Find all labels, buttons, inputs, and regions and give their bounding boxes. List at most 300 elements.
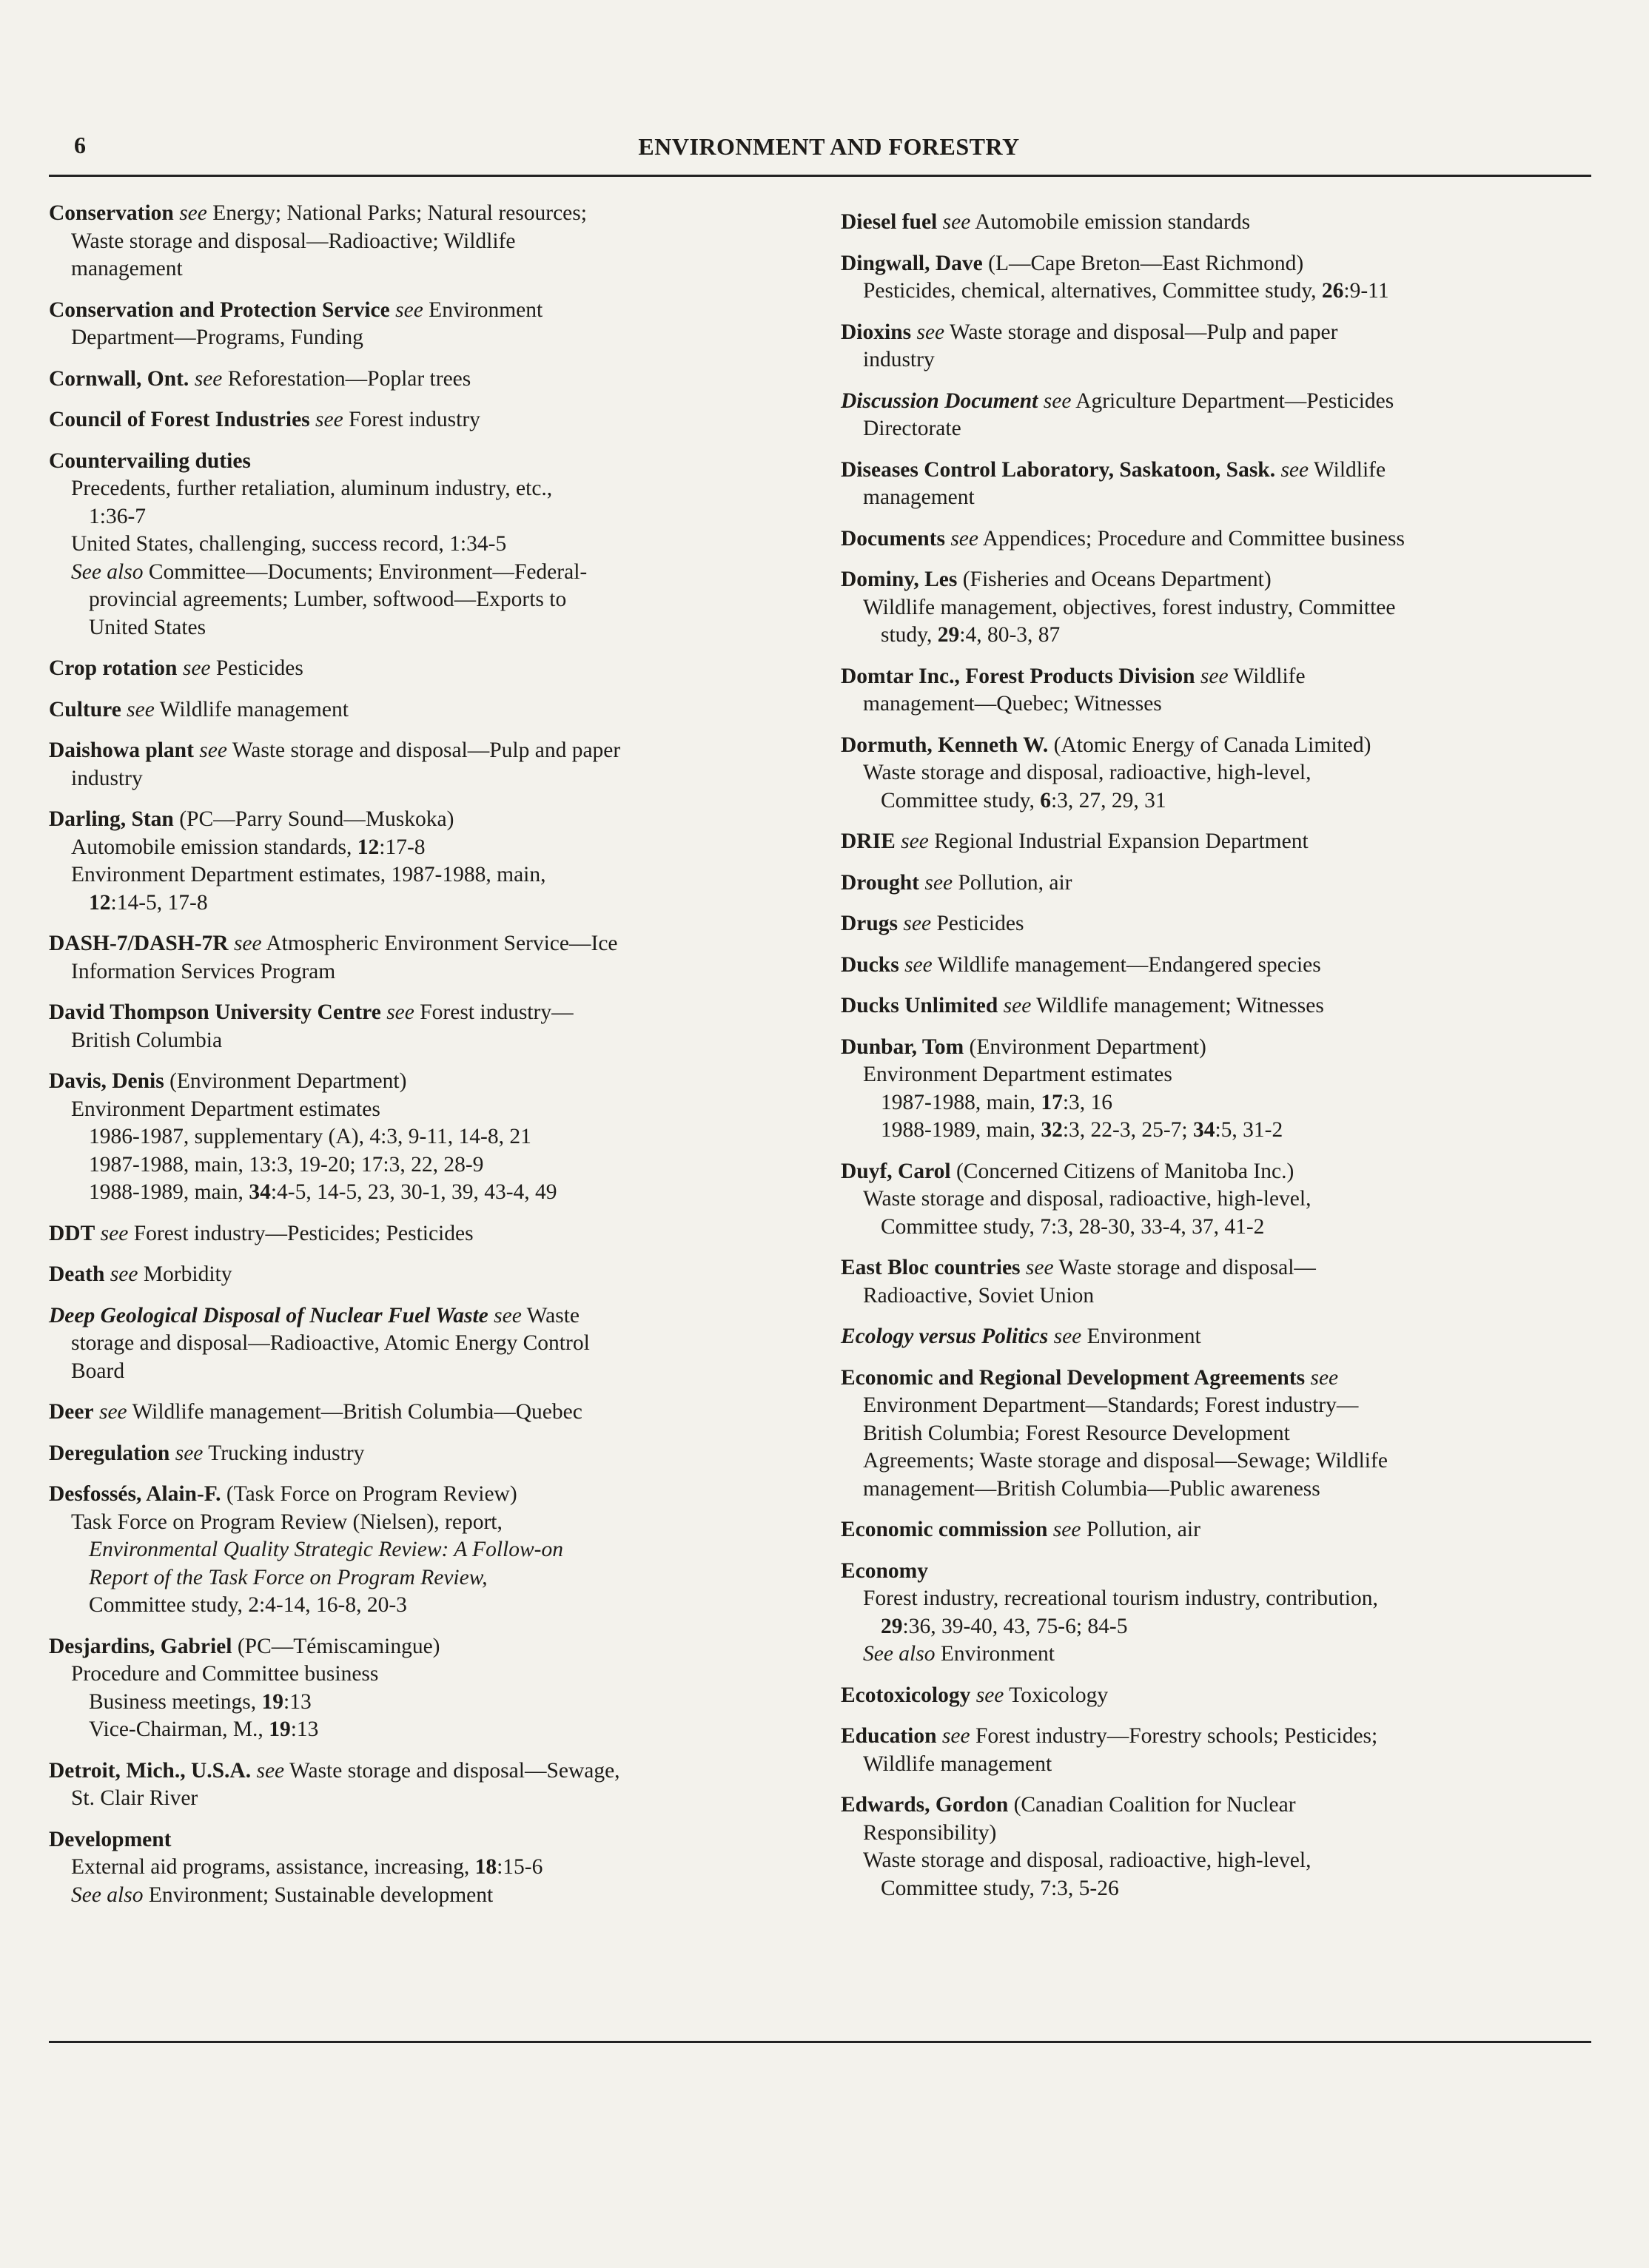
index-term: Dunbar, Tom [841,1034,964,1059]
index-entry [841,1323,1611,1351]
index-text: see [251,1758,285,1783]
index-text: Wildlife management [159,697,349,721]
index-heading-line [841,250,1611,278]
index-text: :14-5, 17-8 [110,890,208,915]
index-heading-line [49,1261,819,1289]
index-heading-line [841,566,1611,594]
index-term: Conservation and Protection Service [49,297,390,322]
index-heading-line [49,999,819,1027]
index-text: 34 [249,1180,271,1204]
index-text: 34 [1192,1118,1215,1142]
index-entry [841,1558,1611,1669]
index-text: Pesticides, chemical, alternatives, Committee study, [863,279,1322,303]
index-text: (Environment Department) [164,1069,407,1093]
index-subentry-line [841,1447,1611,1475]
index-entry [49,1068,819,1207]
index-text: 1987-1988, main, [881,1090,1041,1114]
index-term: Education [841,1724,937,1748]
index-subentry-line [49,255,819,283]
index-text: Report of the Task Force on Program Review, [89,1565,488,1589]
index-text: See also [71,1882,144,1907]
index-subentry-line [841,484,1611,512]
index-subentry-line [49,834,819,862]
index-subentry-line [49,1179,819,1207]
index-subentry-line [49,1785,819,1813]
index-text: Regional Industrial Expansion Department [934,830,1309,853]
index-subentry-line [49,1689,819,1717]
index-heading-line [841,457,1611,485]
index-subentry-line [841,1847,1611,1875]
index-text: see [193,738,227,762]
index-text: (Task Force on Program Review) [221,1482,517,1506]
index-entry [841,910,1611,938]
index-text: Forest industry, recreational tourism industry, contribution, [863,1586,1378,1610]
index-text: 32 [1041,1118,1063,1142]
index-text: Information Services Program [71,959,336,983]
index-text: Atmospheric Environment Service—Ice [266,932,618,955]
index-text: see [189,366,223,391]
index-term: Ducks [841,952,899,977]
index-text: Waste storage and disposal, radioactive, high-level, [863,761,1312,784]
index-text: 26 [1321,279,1344,303]
index-text: Environment [935,1642,1055,1666]
index-subentry-line [49,1882,819,1910]
index-term: David Thompson University Centre [49,1000,381,1024]
index-text: Environment Department estimates, 1987-1988, main, [71,863,546,886]
index-text: (Environment Department) [964,1034,1206,1059]
index-entry [49,737,819,793]
footer-rule [49,2041,1591,2043]
index-entry [841,566,1611,650]
index-text: See also [71,559,144,584]
index-heading-line [841,1364,1611,1393]
index-heading-line [841,1558,1611,1586]
index-text: see [389,297,423,322]
index-text: 1988-1989, main, [89,1180,249,1204]
index-text: Committee study, 7:3, 5-26 [881,1876,1119,1900]
index-term: Deregulation [49,1441,170,1465]
index-text: Pollution, air [1086,1518,1200,1541]
index-text: management—British Columbia—Public awareness [863,1476,1320,1501]
index-subentry-line [49,1151,819,1180]
index-text: 29 [881,1614,903,1638]
index-entry [841,1516,1611,1544]
index-subentry-line [49,1564,819,1592]
index-text: storage and disposal—Radioactive, Atomic Energy Control [71,1331,590,1355]
index-term: Darling, Stan [49,807,174,831]
index-subentry-line [841,1117,1611,1145]
index-heading-line [841,209,1611,237]
index-subentry-line [49,531,819,559]
index-text: 1987-1988, main, 13:3, 19-20; 17:3, 22, 28-9 [89,1152,484,1177]
index-subentry-line [841,690,1611,719]
index-heading-line [49,696,819,724]
index-term: DRIE [841,830,896,853]
index-text: see [309,408,343,431]
index-term: Development [49,1827,172,1851]
index-subentry-line [841,1751,1611,1779]
index-term: Edwards, Gordon [841,1793,1009,1817]
index-term: Economy [841,1558,928,1583]
index-text: 19 [269,1717,291,1741]
index-entry [49,1302,819,1386]
index-subentry-line [49,1358,819,1386]
index-heading-line [841,525,1611,553]
index-subentry-line [49,228,819,256]
index-text: Trucking industry [208,1441,365,1465]
index-entry [841,1034,1611,1145]
index-entry [49,655,819,683]
index-heading-line [49,448,819,476]
index-text: see [898,912,932,935]
index-subentry-line [49,1123,819,1151]
index-text: Wildlife management—Endangered species [937,952,1321,977]
index-entry [49,930,819,986]
index-term: Detroit, Mich., U.S.A. [49,1758,252,1783]
index-text: (Concerned Citizens of Manitoba Inc.) [950,1159,1294,1183]
index-text: 29 [937,623,960,647]
index-heading-line [49,1633,819,1661]
index-text: :9-11 [1343,279,1389,303]
index-subentry-line [49,324,819,352]
index-entry [841,209,1611,237]
index-text: industry [863,348,935,371]
index-subentry-line [841,594,1611,622]
index-entry [841,663,1611,719]
index-text: provincial agreements; Lumber, softwood—Exports to [89,588,567,611]
header-rule [49,175,1591,177]
index-subentry-line [841,1613,1611,1641]
index-text: :3, 16 [1062,1090,1113,1114]
index-entry [841,952,1611,980]
index-term: Diseases Control Laboratory, Saskatoon, Sask. [841,457,1276,482]
index-entry [841,1158,1611,1242]
index-text: Forest industry—Forestry schools; Pesticides; [975,1724,1378,1748]
index-heading-line [841,910,1611,938]
index-heading-line [841,992,1611,1020]
index-term: Domtar Inc., Forest Products Division [841,664,1195,688]
index-subentry-line [841,759,1611,787]
index-text: Waste storage and disposal—Radioactive; Wildlife [71,229,516,253]
index-subentry-line [49,861,819,889]
index-text: Wildlife management; Witnesses [1036,994,1324,1017]
index-text: Environment Department—Standards; Forest industry— [863,1393,1359,1417]
index-subentry-line [49,586,819,614]
index-text: (L—Cape Breton—East Richmond) [982,251,1304,275]
index-text: St. Clair River [71,1786,198,1810]
index-entry [841,319,1611,374]
index-subentry-line [49,614,819,642]
index-text: see [1038,388,1072,413]
index-text: :4-5, 14-5, 23, 30-1, 39, 43-4, 49 [270,1180,557,1204]
index-heading-line [841,1254,1611,1282]
index-entry [841,457,1611,512]
index-subentry-line [841,622,1611,650]
index-text: 1986-1987, supplementary (A), 4:3, 9-11, 14-8, 21 [89,1125,531,1148]
index-text: Automobile emission standards [975,210,1251,234]
index-text: 12 [89,890,111,915]
index-term: Drought [841,870,920,895]
index-subentry-line [49,503,819,531]
index-text: Environment [1087,1325,1201,1348]
index-text: :3, 27, 29, 31 [1050,788,1166,812]
index-text: see [998,994,1032,1017]
index-text: Wildlife [1233,664,1306,688]
index-term: Diesel fuel [841,210,938,234]
index-text: Environment; Sustainable development [143,1882,494,1907]
index-term: Death [49,1262,105,1286]
index-term: Conservation [49,201,174,225]
index-subentry-line [841,1185,1611,1214]
index-text: see [228,932,262,955]
index-text: 1988-1989, main, [881,1118,1041,1142]
index-entry [49,1261,819,1289]
index-heading-line [49,366,819,394]
index-subentry-line [841,1089,1611,1117]
index-text: see [895,830,929,853]
index-term: Culture [49,697,121,721]
index-text: Waste storage and disposal—Pulp and paper [949,320,1338,344]
index-text: Environment Department estimates [71,1097,380,1121]
index-heading-line [49,655,819,683]
index-text: Waste storage and disposal, radioactive, high-level, [863,1848,1312,1872]
index-entry [841,992,1611,1020]
index-heading-line [841,663,1611,691]
index-heading-line [49,806,819,834]
index-text: Wildlife management—British Columbia—Quebec [132,1400,582,1424]
index-term: Economic and Regional Development Agreements [841,1365,1306,1390]
index-text: see [104,1262,138,1286]
index-text: see [919,870,953,895]
index-term: Countervailing duties [49,448,251,473]
index-entry [49,366,819,394]
index-text: Waste storage and disposal— [1058,1256,1316,1279]
page-number: 6 [74,132,86,158]
index-term: Ducks Unlimited [841,994,998,1017]
index-text: (PC—Parry Sound—Muskoka) [173,807,454,831]
index-heading-line [49,1399,819,1427]
index-entry [49,200,819,283]
index-subentry-line [49,1854,819,1882]
index-text: External aid programs, assistance, increasing, [71,1855,475,1879]
index-text: Waste storage and disposal—Sewage, [289,1758,620,1783]
index-text: :17-8 [379,835,426,859]
index-text: see [380,1000,414,1024]
index-heading-line [49,406,819,434]
index-text: :4, 80-3, 87 [959,623,1061,647]
index-subentry-line [49,889,819,918]
index-entry [841,1254,1611,1310]
index-heading-line [841,952,1611,980]
index-term: DASH-7/DASH-7R [49,932,229,955]
index-subentry-line [841,1392,1611,1420]
index-heading-line [49,930,819,958]
index-text: See also [863,1642,936,1666]
index-text: Waste storage and disposal, radioactive, high-level, [863,1187,1312,1211]
index-text: see [121,697,155,721]
index-subentry-line [49,765,819,793]
index-heading-line [49,1440,819,1468]
index-entry [49,1399,819,1427]
index-heading-line [49,297,819,325]
index-text: see [173,201,207,225]
index-text: Pesticides [936,912,1024,935]
index-text: Committee study, 2:4-14, 16-8, 20-3 [89,1593,407,1617]
index-subentry-line [841,1420,1611,1448]
index-text: British Columbia [71,1028,223,1052]
index-subentry-line [49,559,819,587]
index-text: Environmental Quality Strategic Review: A Follow-on [89,1538,563,1561]
index-term: Economic commission [841,1518,1048,1541]
index-heading-line [841,1516,1611,1544]
index-term: Ecology versus Politics [841,1325,1049,1348]
index-text: :13 [283,1689,312,1714]
index-term: East Bloc countries [841,1256,1021,1279]
index-text: (Canadian Coalition for Nuclear [1008,1793,1296,1817]
index-text: Waste [526,1303,580,1328]
index-subentry-line [49,1592,819,1620]
index-text: see [93,1400,127,1424]
index-term: Ecotoxicology [841,1683,971,1707]
index-term: Council of Forest Industries [49,408,310,431]
index-term: Dormuth, Kenneth W. [841,733,1049,757]
index-subentry-line [49,1660,819,1689]
index-text: Pollution, air [958,870,1072,895]
index-text: Procedure and Committee business [71,1662,379,1686]
index-subentry-line [49,1096,819,1124]
index-entry [841,869,1611,898]
index-subentry-line [841,1214,1611,1242]
index-entry [841,732,1611,815]
index-subentry-line [841,1061,1611,1089]
index-term: Cornwall, Ont. [49,366,189,391]
index-subentry-line [841,1820,1611,1848]
index-heading-line [49,1826,819,1854]
index-text: see [169,1441,204,1465]
index-text: Toxicology [1009,1683,1109,1707]
index-text: see [970,1683,1004,1707]
index-text: 18 [474,1855,497,1879]
index-entry [49,1757,819,1813]
index-term: Dioxins [841,320,912,344]
index-text: see [1020,1256,1054,1279]
index-subentry-line [841,787,1611,815]
index-term: Documents [841,526,945,551]
index-text: see [944,526,978,551]
index-term: Discussion Document [841,388,1038,413]
index-text: Agreements; Waste storage and disposal—Sewage; Wildlife [863,1449,1388,1473]
index-text: Environment Department estimates [863,1063,1172,1086]
index-text: Committee study, 7:3, 28-30, 33-4, 37, 41-2 [881,1214,1265,1239]
index-heading-line [841,1158,1611,1186]
index-text: United States [89,615,206,639]
index-entry [841,250,1611,306]
index-term: Dominy, Les [841,568,958,591]
index-text: (Fisheries and Oceans Department) [957,568,1272,591]
index-text: see [911,320,945,344]
index-text: see [1305,1365,1339,1390]
index-text: Committee—Documents; Environment—Federal- [143,559,588,584]
index-heading-line [841,1791,1611,1820]
index-text: see [95,1221,129,1245]
index-text: Radioactive, Soviet Union [863,1283,1095,1308]
index-subentry-line [49,1536,819,1564]
index-term: Drugs [841,912,899,935]
index-heading-line [49,1757,819,1786]
index-text: Waste storage and disposal—Pulp and paper [232,738,621,762]
index-heading-line [841,828,1611,856]
index-term: Dingwall, Dave [841,251,983,275]
index-entry [49,1633,819,1744]
index-entry [49,1440,819,1468]
index-entry [49,999,819,1054]
index-entry [841,1723,1611,1778]
index-text: Agriculture Department—Pesticides [1075,388,1394,413]
index-heading-line [841,1682,1611,1710]
index-heading-line [49,1481,819,1509]
index-heading-line [841,1034,1611,1062]
index-text: see [488,1303,522,1328]
index-text: :3, 22-3, 25-7; [1062,1118,1193,1142]
index-text: Board [71,1359,125,1383]
index-heading-line [841,388,1611,416]
index-text: Forest industry [349,408,480,431]
index-text: Vice-Chairman, M., [89,1717,269,1741]
index-subentry-line [841,277,1611,306]
index-text: Forest industry—Pesticides; Pesticides [133,1221,474,1245]
index-text: Forest industry— [420,1000,574,1024]
index-text: Morbidity [143,1262,232,1286]
index-text: Wildlife [1313,457,1386,482]
index-text: 6 [1040,788,1051,812]
index-heading-line [49,1220,819,1248]
index-text: study, [881,623,938,647]
index-text: see [937,210,971,234]
index-text: Wildlife management, objectives, forest industry, Committee [863,595,1396,619]
index-term: DDT [49,1221,95,1245]
index-heading-line [841,1323,1611,1351]
index-text: (PC—Témiscamingue) [232,1634,440,1658]
index-text: Wildlife management [863,1752,1052,1776]
index-text: see [1275,457,1309,482]
index-subentry-line [841,1875,1611,1903]
index-subentry-line [841,415,1611,443]
index-heading-line [49,737,819,765]
index-text: management [71,257,183,280]
index-text: 17 [1041,1090,1063,1114]
index-term: Desfossés, Alain-F. [49,1482,221,1506]
index-text: Task Force on Program Review (Nielsen), report, [71,1510,503,1534]
index-subentry-line [841,1475,1611,1504]
index-entry [841,828,1611,856]
index-subentry-line [841,1641,1611,1669]
index-heading-line [841,1723,1611,1751]
index-term: Desjardins, Gabriel [49,1634,232,1658]
index-text: Pesticides [215,656,303,680]
index-text: see [1195,664,1229,688]
index-text: British Columbia; Forest Resource Development [863,1421,1290,1445]
index-subentry-line [49,1716,819,1744]
index-text: 1:36-7 [89,504,147,528]
index-entry [49,806,819,917]
index-term: Duyf, Carol [841,1159,951,1183]
index-column-left [49,200,819,1922]
index-text: Department—Programs, Funding [71,326,363,349]
index-heading-line [49,1068,819,1096]
index-text: 12 [357,835,380,859]
index-text: Reforestation—Poplar trees [227,366,471,391]
index-term: Crop rotation [49,656,178,680]
